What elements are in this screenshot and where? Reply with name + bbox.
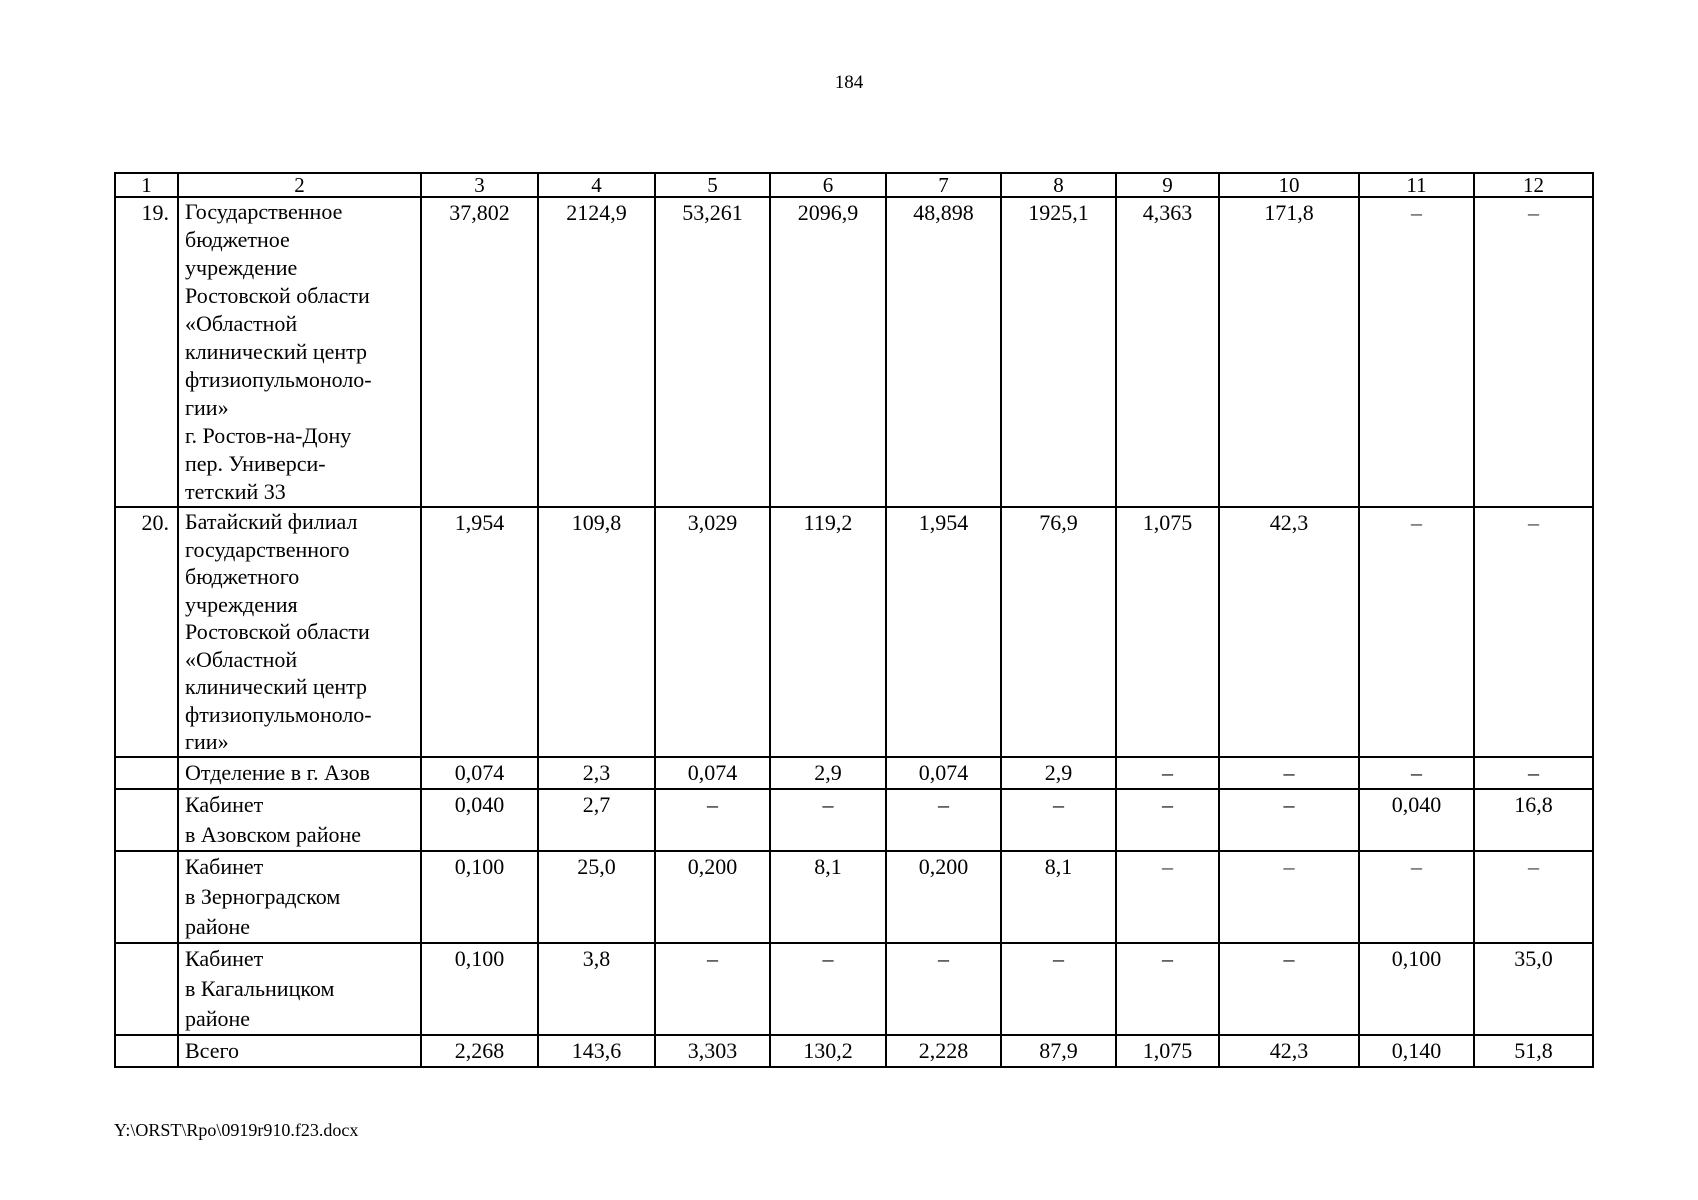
table-row [115,789,1593,851]
value-cell: – [655,943,770,1035]
value-cell: 143,6 [538,1035,655,1067]
column-header: 8 [1001,173,1116,197]
value-cell: 87,9 [1001,1035,1116,1067]
value-cell: 0,040 [421,789,538,851]
value-cell: – [1219,943,1359,1035]
value-cell: 1,954 [886,507,1001,757]
row-number [115,943,178,1035]
name-line: фтизиопульмоноло- [185,367,372,392]
name-line: «Областной [185,646,298,672]
value-cell: – [770,943,886,1035]
column-header: 9 [1116,173,1219,197]
value-cell: 1925,1 [1001,197,1116,507]
value-cell: 1,075 [1116,1035,1219,1067]
institution-name [178,757,421,789]
value-cell: 8,1 [1001,851,1116,943]
value-cell: 0,100 [421,851,538,943]
value-cell: 1,075 [1116,507,1219,757]
value-cell: 42,3 [1219,507,1359,757]
name-line: Кабинет [185,853,264,879]
column-header: 7 [886,173,1001,197]
institution-name [178,507,421,757]
table-row [115,851,1593,943]
value-cell: 51,8 [1474,1035,1593,1067]
value-cell: 0,074 [421,757,538,789]
name-line: бюджетное [185,227,290,252]
document-file-path: Y:\ORST\Rpo\0919r910.f23.docx [114,1120,359,1140]
name-line: Государственное [185,199,343,224]
value-cell: – [1474,197,1593,507]
row-number [115,789,178,851]
institution-name [178,851,421,943]
value-cell: – [1116,851,1219,943]
name-line: Кабинет [185,945,264,971]
table-row [115,757,1593,789]
value-cell: 109,8 [538,507,655,757]
value-cell: – [1474,757,1593,789]
institution-name [178,197,421,507]
name-line: клинический центр [185,674,368,699]
name-line: в Зерноградском [185,883,341,909]
value-cell: 16,8 [1474,789,1593,851]
table-row [115,197,1593,507]
value-cell: – [1474,507,1593,757]
name-line: бюджетного [185,564,300,589]
value-cell: 76,9 [1001,507,1116,757]
value-cell: – [1001,943,1116,1035]
column-header: 5 [655,173,770,197]
value-cell: 42,3 [1219,1035,1359,1067]
name-line: учреждения [185,591,298,617]
value-cell: 3,303 [655,1035,770,1067]
table-total-row [115,1035,1593,1067]
value-cell: 0,100 [421,943,538,1035]
column-header: 11 [1359,173,1474,197]
value-cell: 2,9 [770,757,886,789]
name-line: г. Ростов-на-Дону [185,423,352,448]
name-line: Всего [185,1037,239,1063]
name-line: клинический центр [185,339,368,364]
value-cell: 2,9 [1001,757,1116,789]
value-cell: 0,200 [886,851,1001,943]
value-cell: 2096,9 [770,197,886,507]
value-cell: 1,954 [421,507,538,757]
value-cell: 0,100 [1359,943,1474,1035]
value-cell: – [1359,851,1474,943]
value-cell: – [1219,851,1359,943]
column-header: 4 [538,173,655,197]
value-cell: – [886,789,1001,851]
value-cell: 25,0 [538,851,655,943]
value-cell: – [1219,757,1359,789]
value-cell: 53,261 [655,197,770,507]
institution-name [178,943,421,1035]
row-number [115,1035,178,1067]
value-cell: 119,2 [770,507,886,757]
name-line: учреждение [185,255,298,280]
column-header: 10 [1219,173,1359,197]
page-number: 184 [834,72,864,93]
value-cell: 4,363 [1116,197,1219,507]
value-cell: 48,898 [886,197,1001,507]
value-cell: 2,228 [886,1035,1001,1067]
value-cell: 35,0 [1474,943,1593,1035]
value-cell: 2,3 [538,757,655,789]
value-cell: – [1474,851,1593,943]
value-cell: – [886,943,1001,1035]
value-cell: 0,074 [886,757,1001,789]
row-number: 19. [115,197,178,507]
name-line: в Кагальницком [185,975,335,1001]
row-number [115,851,178,943]
table-row [115,507,1593,757]
value-cell: – [1219,789,1359,851]
value-cell: 130,2 [770,1035,886,1067]
value-cell: 171,8 [1219,197,1359,507]
value-cell: 8,1 [770,851,886,943]
row-number [115,757,178,789]
column-header: 2 [178,173,421,197]
name-line: тетский 33 [185,479,286,504]
name-line: гии» [185,395,229,420]
name-line: пер. Универси- [185,451,326,476]
value-cell: – [770,789,886,851]
name-line: Отделение в г. Азов [185,759,370,785]
data-table [114,172,1594,1068]
value-cell: 0,074 [655,757,770,789]
value-cell: 0,140 [1359,1035,1474,1067]
value-cell: 37,802 [421,197,538,507]
institution-name [178,1035,421,1067]
value-cell: 3,8 [538,943,655,1035]
row-number: 20. [115,507,178,757]
value-cell: 2,7 [538,789,655,851]
value-cell: – [1001,789,1116,851]
column-header: 3 [421,173,538,197]
table-header-row [115,173,1593,197]
column-header: 6 [770,173,886,197]
name-line: районе [185,913,251,939]
institution-name [178,789,421,851]
name-line: фтизиопульмоноло- [185,701,372,727]
column-header: 1 [115,173,178,197]
value-cell: – [1116,943,1219,1035]
column-header: 12 [1474,173,1593,197]
value-cell: 2,268 [421,1035,538,1067]
value-cell: 0,200 [655,851,770,943]
name-line: гии» [185,729,229,754]
name-line: в Азовском районе [185,821,362,847]
value-cell: – [1359,757,1474,789]
value-cell: – [1116,757,1219,789]
name-line: Ростовской области [185,619,370,644]
name-line: Ростовской области [185,283,370,308]
name-line: Батайский филиал [185,509,358,534]
name-line: Кабинет [185,791,264,817]
value-cell: – [1116,789,1219,851]
name-line: «Областной [185,311,298,336]
name-line: районе [185,1005,251,1031]
value-cell: 3,029 [655,507,770,757]
value-cell: 0,040 [1359,789,1474,851]
value-cell: – [1359,507,1474,757]
value-cell: – [1359,197,1474,507]
value-cell: 2124,9 [538,197,655,507]
table-row [115,943,1593,1035]
name-line: государственного [185,536,350,562]
value-cell: – [655,789,770,851]
